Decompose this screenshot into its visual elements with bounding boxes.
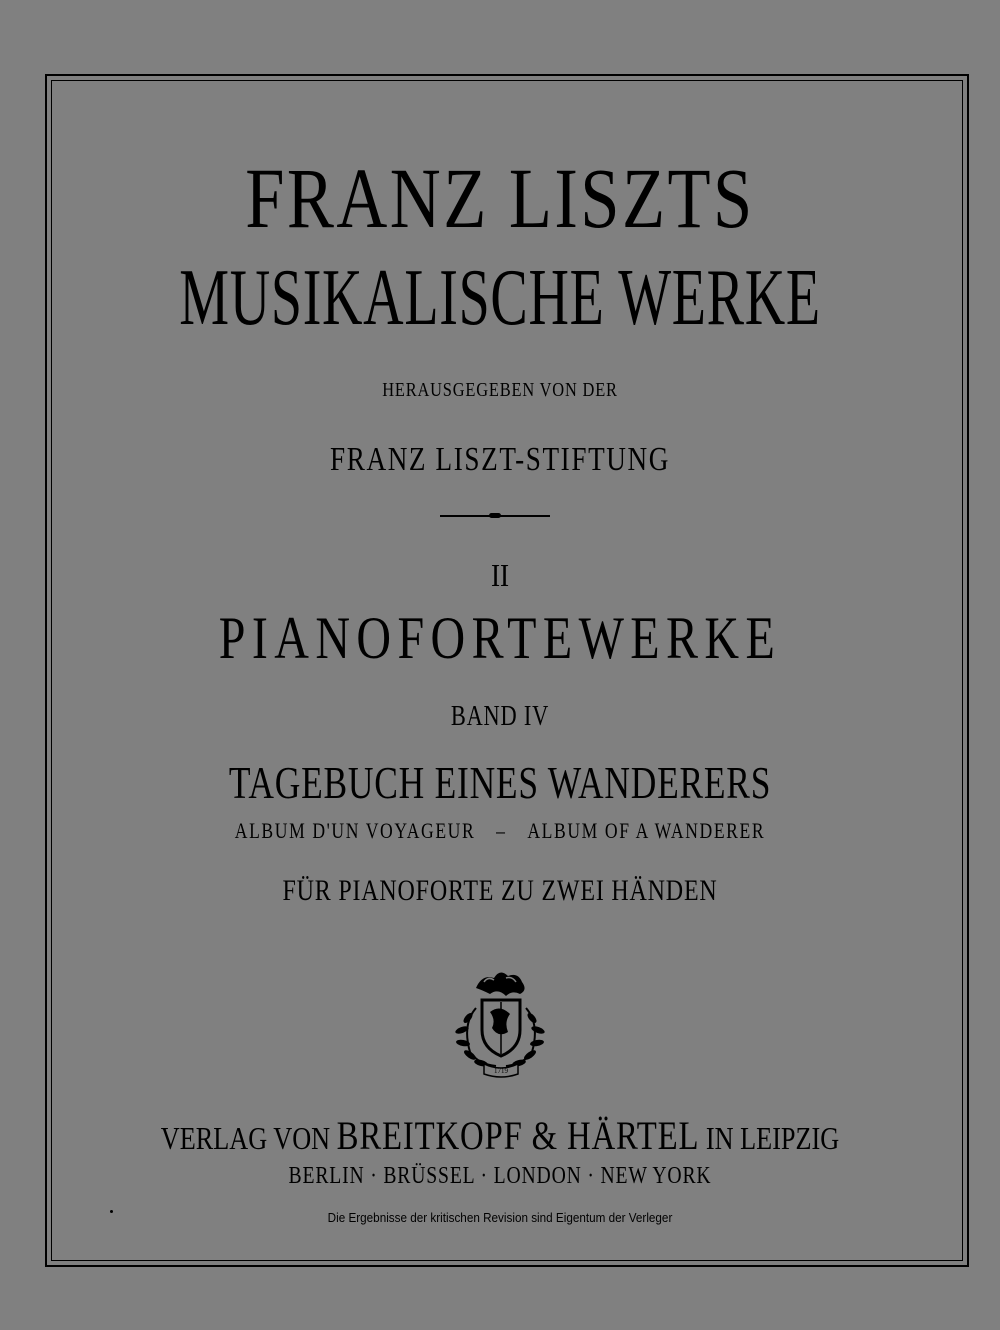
- ornamental-rule-center: [489, 513, 501, 518]
- publisher-emblem-icon: [448, 968, 552, 1080]
- work-title: TAGEBUCH EINES WANDERERS: [228, 757, 772, 808]
- series-title: PIANOFORTEWERKE: [218, 605, 782, 671]
- publisher-firm: BREITKOPF & HÄRTEL: [336, 1113, 700, 1158]
- instrumentation: FÜR PIANOFORTE ZU ZWEI HÄNDEN: [282, 874, 718, 907]
- volume-label: BAND IV: [450, 701, 550, 732]
- publisher-prefix: VERLAG VON: [160, 1120, 331, 1156]
- publisher-cities: BERLIN · BRÜSSEL · LONDON · NEW YORK: [288, 1163, 712, 1189]
- title-line-1: FRANZ LISZTS: [245, 150, 755, 246]
- subtitle-english: ALBUM OF A WANDERER: [527, 818, 766, 843]
- subtitle-french: ALBUM D'UN VOYAGEUR: [234, 818, 476, 843]
- emblem-year: 1719: [494, 1067, 508, 1075]
- print-speck: [110, 1210, 113, 1213]
- title-line-2: MUSIKALISCHE WERKE: [179, 254, 821, 342]
- work-subtitles: [100, 817, 900, 845]
- editor-intro: HERAUSGEGEBEN VON DER: [382, 379, 618, 401]
- rights-note: Die Ergebnisse der kritischen Revision sind Eigentum der Verleger: [327, 1210, 673, 1225]
- publisher-suffix: IN LEIPZIG: [705, 1120, 840, 1156]
- subtitle-separator: –: [496, 818, 507, 843]
- publisher-line: [90, 1113, 910, 1158]
- editor-name: FRANZ LISZT-STIFTUNG: [329, 441, 671, 478]
- series-number: II: [490, 557, 510, 593]
